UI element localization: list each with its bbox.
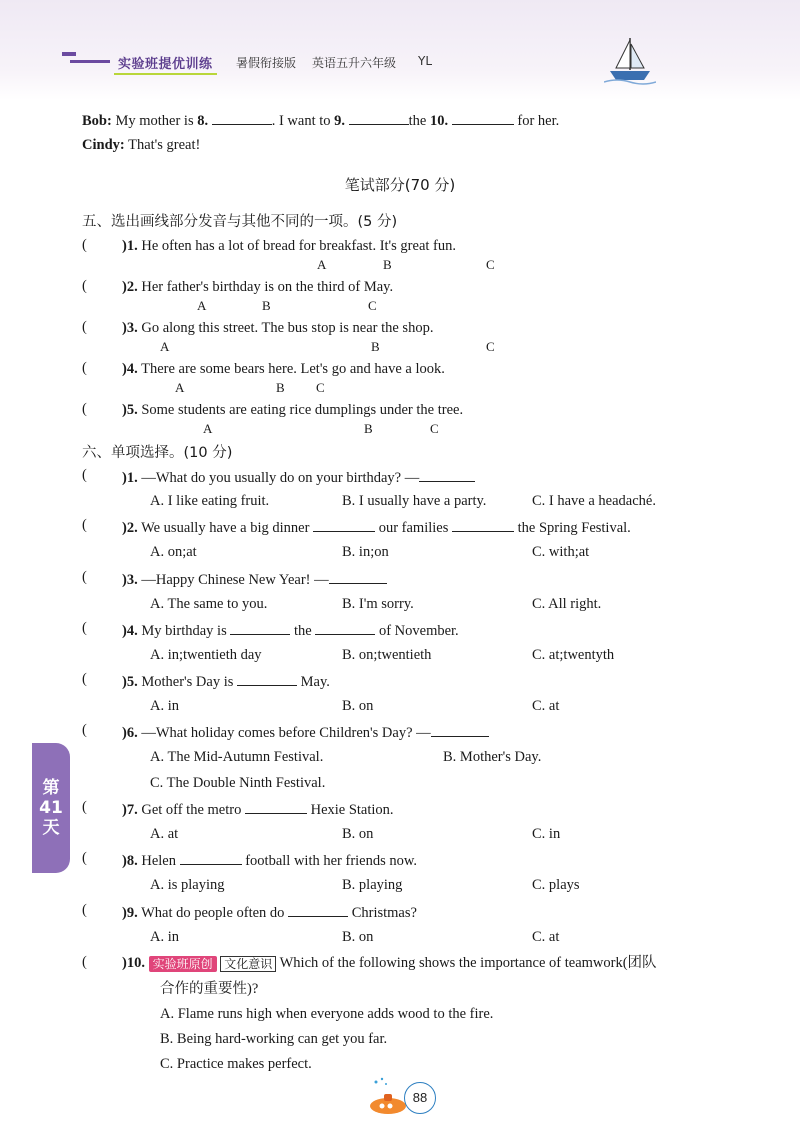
option-letter: B	[383, 257, 392, 272]
written-section-title: 笔试部分(70 分)	[344, 176, 456, 194]
header-decoration	[70, 60, 110, 63]
option-a[interactable]: A. I like eating fruit.	[150, 493, 270, 509]
option-letter: A	[203, 421, 213, 436]
question-text: Helen	[141, 853, 176, 869]
option-letter: C	[486, 339, 495, 354]
answer-paren[interactable]: (	[82, 237, 87, 253]
question-number: )9.	[122, 905, 138, 921]
option-b[interactable]: B. on;twentieth	[342, 647, 432, 663]
s6-question-9	[122, 902, 417, 922]
question-text: of November.	[378, 623, 459, 639]
question-number: )1.	[122, 470, 138, 486]
option-c[interactable]: C. at;twentyth	[532, 647, 615, 663]
option-letter: B	[364, 421, 373, 436]
s6-question-2	[122, 517, 631, 537]
section-5-heading: 五、选出画线部分发音与其他不同的一项。(5 分)	[82, 214, 398, 230]
answer-paren[interactable]: (	[82, 902, 87, 918]
question-text: We usually have a big dinner	[141, 520, 310, 536]
s6-question-8	[122, 850, 417, 870]
question-line	[122, 360, 445, 378]
question-number: )4.	[122, 361, 138, 377]
question-text: Go along this street. The bus stop is near the shop.	[141, 320, 434, 336]
option-letter: C	[430, 421, 439, 436]
speaker-bob: Bob:	[82, 113, 112, 129]
answer-paren[interactable]: (	[82, 319, 87, 335]
day-tab-number: 41	[39, 798, 63, 818]
header-decoration	[62, 52, 76, 56]
question-text: Hexie Station.	[310, 802, 394, 818]
question-text: What do people often do	[141, 905, 285, 921]
answer-paren[interactable]: (	[82, 401, 87, 417]
s6-question-10	[122, 954, 657, 972]
question-text: football with her friends now.	[245, 853, 418, 869]
option-letter: C	[368, 298, 377, 313]
option-letter: A	[175, 380, 185, 395]
answer-paren[interactable]: (	[82, 722, 87, 738]
answer-blank[interactable]	[452, 110, 514, 125]
day-tab-prefix: 第	[42, 778, 60, 798]
option-c[interactable]: C. at	[532, 698, 560, 714]
blank-number: 8.	[197, 113, 209, 129]
question-number: )7.	[122, 802, 138, 818]
code-label: YL	[418, 54, 433, 68]
question-line	[122, 278, 393, 296]
answer-paren[interactable]: (	[82, 620, 87, 636]
answer-paren[interactable]: (	[82, 799, 87, 815]
option-a[interactable]: A. The Mid-Autumn Festival.	[150, 749, 324, 765]
answer-paren[interactable]: (	[82, 569, 87, 585]
question-number: )5.	[122, 674, 138, 690]
sailboat-icon	[604, 34, 656, 86]
header-band	[0, 0, 800, 100]
dialogue-cindy	[82, 136, 200, 154]
option-letter: A	[197, 298, 207, 313]
day-side-tab	[32, 743, 70, 873]
s6-question-1	[122, 467, 475, 487]
question-text: —What holiday comes before Children's Day? —	[141, 725, 431, 741]
option-b[interactable]: B. Being hard-working can get you far.	[160, 1031, 388, 1047]
option-letter: A	[160, 339, 170, 354]
edition-label: 暑假衔接版	[236, 56, 297, 70]
question-text: Her father's birthday is on the third of May.	[141, 279, 394, 295]
cindy-text: That's great!	[128, 137, 201, 153]
bob-text: the	[408, 113, 427, 129]
option-letter: C	[486, 257, 495, 272]
question-text: —What do you usually do on your birthday? —	[141, 470, 420, 486]
day-tab-suffix: 天	[42, 818, 60, 838]
answer-blank[interactable]	[431, 722, 489, 737]
s6-question-3	[122, 569, 387, 589]
answer-blank[interactable]	[315, 620, 375, 635]
option-letter: B	[276, 380, 285, 395]
option-b[interactable]: B. on	[342, 826, 374, 842]
answer-blank[interactable]	[419, 467, 475, 482]
question-text: the Spring Festival.	[517, 520, 631, 536]
option-c[interactable]: C. The Double Ninth Festival.	[150, 775, 326, 791]
answer-blank[interactable]	[180, 850, 242, 865]
question-text: Get off the metro	[141, 802, 242, 818]
option-letter: C	[316, 380, 325, 395]
question-text: our families	[378, 520, 449, 536]
option-c[interactable]: C. Practice makes perfect.	[160, 1056, 312, 1072]
option-a[interactable]: A. in;twentieth day	[150, 647, 262, 663]
answer-paren[interactable]: (	[82, 850, 87, 866]
option-c[interactable]: C. in	[532, 826, 561, 842]
option-b[interactable]: B. Mother's Day.	[443, 749, 542, 765]
question-text: —Happy Chinese New Year! —	[141, 572, 329, 588]
s6-question-6	[122, 722, 489, 742]
option-a[interactable]: A. is playing	[150, 877, 225, 893]
question-text: My birthday is	[141, 623, 227, 639]
option-c[interactable]: C. with;at	[532, 544, 590, 560]
bob-text: My mother is	[115, 113, 194, 129]
question-number: )10.	[122, 955, 145, 971]
option-c[interactable]: C. I have a headaché.	[532, 493, 656, 509]
option-b[interactable]: B. I'm sorry.	[342, 596, 414, 612]
question-text: Some students are eating rice dumplings under the tree.	[141, 402, 464, 418]
answer-blank[interactable]	[212, 110, 272, 125]
answer-blank[interactable]	[313, 517, 375, 532]
answer-paren[interactable]: (	[82, 278, 87, 294]
answer-blank[interactable]	[329, 569, 387, 584]
question-number: )5.	[122, 402, 138, 418]
question-number: )4.	[122, 623, 138, 639]
option-letter: B	[371, 339, 380, 354]
option-b[interactable]: B. on	[342, 929, 374, 945]
answer-blank[interactable]	[288, 902, 348, 917]
s6-question-7	[122, 799, 394, 819]
question-number: )2.	[122, 279, 138, 295]
question-number: )2.	[122, 520, 138, 536]
option-c[interactable]: C. at	[532, 929, 560, 945]
option-a[interactable]: A. on;at	[150, 544, 197, 560]
question-text: Mother's Day is	[141, 674, 234, 690]
culture-tag-badge: 文化意识	[220, 956, 276, 972]
option-a[interactable]: A. at	[150, 826, 179, 842]
option-a[interactable]: A. Flame runs high when everyone adds wood to the fire.	[160, 1006, 494, 1022]
answer-blank[interactable]	[452, 517, 514, 532]
option-a[interactable]: A. in	[150, 698, 179, 714]
question-text-continued: 合作的重要性)?	[160, 981, 259, 997]
answer-paren[interactable]: (	[82, 517, 87, 533]
answer-blank[interactable]	[245, 799, 307, 814]
bob-text: . I want to	[271, 113, 331, 129]
blank-number: 10.	[429, 113, 449, 129]
question-text: Which of the following shows the importance of teamwork(团队	[279, 955, 657, 971]
answer-paren[interactable]: (	[82, 671, 87, 687]
option-b[interactable]: B. playing	[342, 877, 403, 893]
option-b[interactable]: B. I usually have a party.	[342, 493, 487, 509]
dialogue-bob	[82, 110, 559, 130]
question-text: There are some bears here. Let's go and have a look.	[141, 361, 445, 377]
question-number: )3.	[122, 320, 138, 336]
question-text: He often has a lot of bread for breakfast. It's great fun.	[141, 238, 456, 254]
original-tag-badge: 实验班原创	[149, 956, 217, 972]
answer-blank[interactable]	[349, 110, 409, 125]
option-letter: A	[317, 257, 327, 272]
answer-blank[interactable]	[230, 620, 290, 635]
question-number: )1.	[122, 238, 138, 254]
question-line	[122, 319, 433, 337]
section-6-heading: 六、单项选择。(10 分)	[82, 445, 233, 461]
answer-paren[interactable]: (	[82, 467, 87, 483]
answer-blank[interactable]	[237, 671, 297, 686]
option-letter: B	[262, 298, 271, 313]
option-b[interactable]: B. in;on	[342, 544, 389, 560]
option-a[interactable]: A. in	[150, 929, 179, 945]
s6-question-4	[122, 620, 459, 640]
s6-question-5	[122, 671, 330, 691]
option-a[interactable]: A. The same to you.	[150, 596, 268, 612]
subject-label: 英语五升六年级	[312, 56, 397, 70]
series-title: 实验班提优训练	[114, 52, 217, 75]
bob-text: for her.	[517, 113, 560, 129]
question-number: )6.	[122, 725, 138, 741]
option-b[interactable]: B. on	[342, 698, 374, 714]
speaker-cindy: Cindy:	[82, 137, 125, 153]
question-text: May.	[300, 674, 330, 690]
answer-paren[interactable]: (	[82, 360, 87, 376]
answer-paren[interactable]: (	[82, 954, 87, 970]
question-text: Christmas?	[351, 905, 417, 921]
question-line	[122, 401, 463, 419]
question-number: )8.	[122, 853, 138, 869]
blank-number: 9.	[334, 113, 346, 129]
option-c[interactable]: C. All right.	[532, 596, 602, 612]
question-text: the	[293, 623, 312, 639]
question-line	[122, 237, 456, 255]
question-number: )3.	[122, 572, 138, 588]
option-c[interactable]: C. plays	[532, 877, 580, 893]
page-number: 88	[404, 1082, 436, 1114]
